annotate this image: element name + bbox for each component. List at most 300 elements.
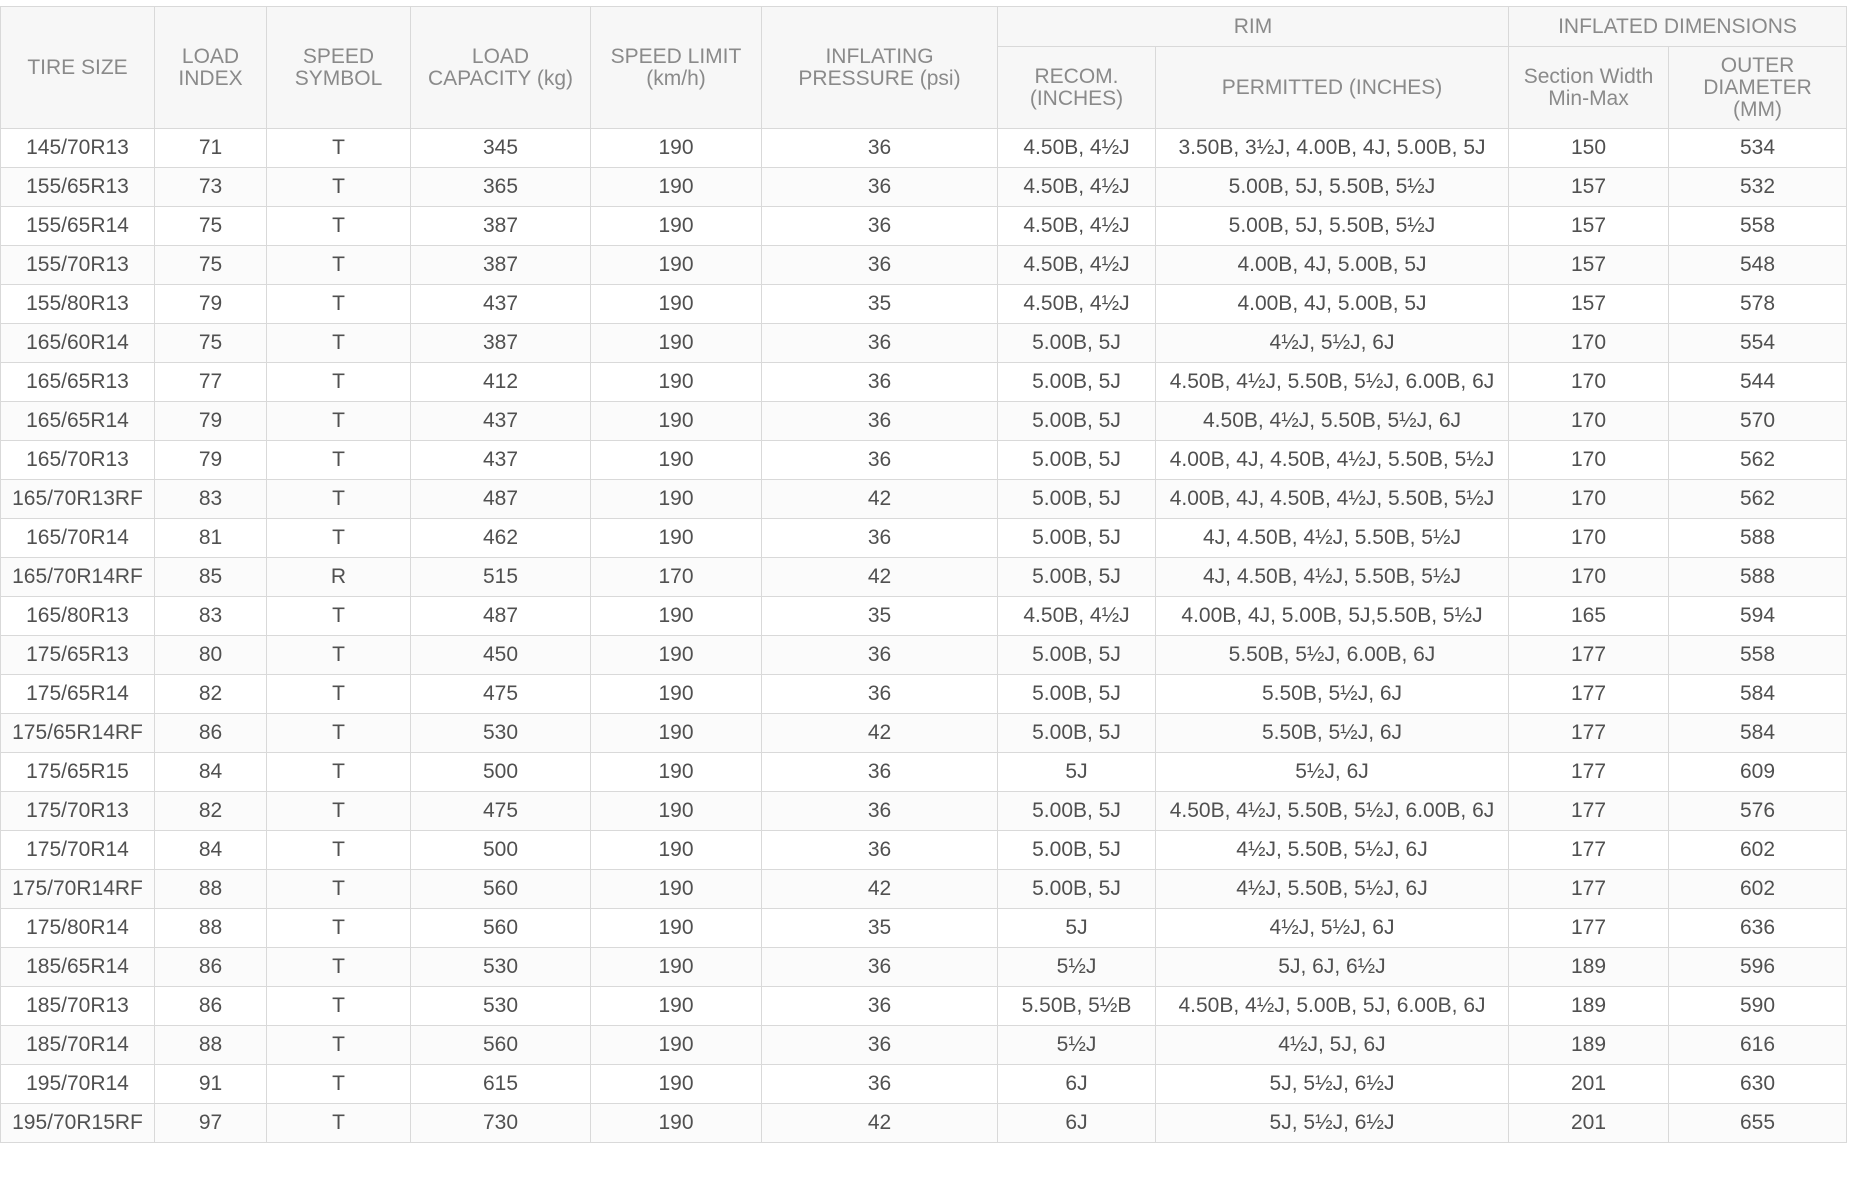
cell-speed-symbol: T (267, 519, 411, 558)
cell-section-width: 201 (1509, 1104, 1669, 1143)
cell-section-width: 177 (1509, 792, 1669, 831)
cell-speed-limit: 190 (591, 753, 762, 792)
cell-tire-size: 165/65R14 (1, 402, 155, 441)
cell-speed-symbol: T (267, 1026, 411, 1065)
table-row (1, 1065, 1847, 1104)
cell-rim-permitted: 4½J, 5½J, 6J (1156, 324, 1509, 363)
cell-tire-size: 175/70R13 (1, 792, 155, 831)
cell-inflating-pressure: 36 (762, 441, 998, 480)
cell-speed-limit: 190 (591, 441, 762, 480)
cell-outer-diameter: 532 (1669, 168, 1847, 207)
cell-speed-symbol: T (267, 675, 411, 714)
cell-section-width: 170 (1509, 324, 1669, 363)
cell-rim-permitted: 5.50B, 5½J, 6.00B, 6J (1156, 636, 1509, 675)
cell-load-index: 86 (155, 948, 267, 987)
cell-section-width: 177 (1509, 714, 1669, 753)
cell-speed-limit: 190 (591, 519, 762, 558)
cell-load-index: 77 (155, 363, 267, 402)
cell-inflating-pressure: 36 (762, 792, 998, 831)
cell-inflating-pressure: 36 (762, 831, 998, 870)
cell-inflating-pressure: 36 (762, 363, 998, 402)
cell-section-width: 157 (1509, 246, 1669, 285)
cell-speed-limit: 190 (591, 831, 762, 870)
header-outer-diameter-label: OUTER DIAMETER (MM) (1703, 53, 1812, 121)
cell-rim-permitted: 3.50B, 3½J, 4.00B, 4J, 5.00B, 5J (1156, 129, 1509, 168)
cell-tire-size: 155/70R13 (1, 246, 155, 285)
header-speed-limit (591, 7, 762, 129)
header-load-capacity (411, 7, 591, 129)
cell-speed-limit: 190 (591, 597, 762, 636)
cell-speed-symbol: T (267, 1104, 411, 1143)
cell-load-index: 75 (155, 246, 267, 285)
cell-load-index: 91 (155, 1065, 267, 1104)
cell-inflating-pressure: 42 (762, 1104, 998, 1143)
cell-section-width: 157 (1509, 285, 1669, 324)
cell-outer-diameter: 558 (1669, 636, 1847, 675)
cell-outer-diameter: 570 (1669, 402, 1847, 441)
header-load-index (155, 7, 267, 129)
header-rim-recom (998, 47, 1156, 129)
cell-outer-diameter: 655 (1669, 1104, 1847, 1143)
table-header (1, 7, 1847, 129)
cell-load-capacity: 500 (411, 831, 591, 870)
cell-load-index: 88 (155, 1026, 267, 1065)
cell-rim-recom: 6J (998, 1104, 1156, 1143)
table-row (1, 480, 1847, 519)
cell-tire-size: 175/65R14RF (1, 714, 155, 753)
cell-rim-recom: 5½J (998, 1026, 1156, 1065)
table-row (1, 402, 1847, 441)
cell-tire-size: 195/70R15RF (1, 1104, 155, 1143)
header-rim-recom-label: RECOM. (INCHES) (1029, 64, 1124, 110)
cell-outer-diameter: 578 (1669, 285, 1847, 324)
cell-speed-symbol: T (267, 441, 411, 480)
cell-load-capacity: 450 (411, 636, 591, 675)
cell-load-index: 75 (155, 207, 267, 246)
cell-inflating-pressure: 36 (762, 1065, 998, 1104)
cell-speed-limit: 190 (591, 792, 762, 831)
cell-tire-size: 165/70R13 (1, 441, 155, 480)
cell-rim-recom: 5.00B, 5J (998, 324, 1156, 363)
cell-section-width: 165 (1509, 597, 1669, 636)
cell-rim-permitted: 4½J, 5½J, 6J (1156, 909, 1509, 948)
cell-load-capacity: 412 (411, 363, 591, 402)
header-inflated-dimensions-label: INFLATED DIMENSIONS (1558, 14, 1797, 38)
cell-speed-symbol: T (267, 324, 411, 363)
cell-speed-limit: 190 (591, 207, 762, 246)
header-tire-size (1, 7, 155, 129)
cell-speed-limit: 190 (591, 246, 762, 285)
cell-speed-symbol: T (267, 246, 411, 285)
cell-load-capacity: 560 (411, 870, 591, 909)
cell-load-capacity: 345 (411, 129, 591, 168)
header-speed-symbol-label: SPEED SYMBOL (294, 44, 383, 90)
cell-inflating-pressure: 36 (762, 246, 998, 285)
cell-rim-permitted: 4J, 4.50B, 4½J, 5.50B, 5½J (1156, 519, 1509, 558)
table-row (1, 207, 1847, 246)
cell-section-width: 170 (1509, 363, 1669, 402)
table-body (1, 129, 1847, 1143)
cell-rim-recom: 5.00B, 5J (998, 831, 1156, 870)
header-load-capacity-label: LOAD CAPACITY (kg) (427, 44, 574, 90)
cell-load-capacity: 500 (411, 753, 591, 792)
cell-tire-size: 155/65R13 (1, 168, 155, 207)
table-row (1, 168, 1847, 207)
cell-rim-recom: 5.00B, 5J (998, 441, 1156, 480)
cell-rim-recom: 5J (998, 909, 1156, 948)
cell-rim-recom: 5.00B, 5J (998, 519, 1156, 558)
cell-tire-size: 175/80R14 (1, 909, 155, 948)
cell-inflating-pressure: 42 (762, 558, 998, 597)
cell-rim-recom: 4.50B, 4½J (998, 129, 1156, 168)
cell-load-index: 86 (155, 714, 267, 753)
cell-rim-recom: 5.00B, 5J (998, 480, 1156, 519)
cell-load-index: 79 (155, 441, 267, 480)
table-row (1, 558, 1847, 597)
table-row (1, 792, 1847, 831)
cell-tire-size: 165/70R14RF (1, 558, 155, 597)
cell-rim-permitted: 4½J, 5.50B, 5½J, 6J (1156, 831, 1509, 870)
cell-section-width: 189 (1509, 1026, 1669, 1065)
cell-rim-recom: 5.00B, 5J (998, 558, 1156, 597)
cell-rim-recom: 4.50B, 4½J (998, 597, 1156, 636)
cell-speed-limit: 190 (591, 675, 762, 714)
cell-rim-permitted: 4.00B, 4J, 4.50B, 4½J, 5.50B, 5½J (1156, 480, 1509, 519)
cell-tire-size: 165/65R13 (1, 363, 155, 402)
header-rim-permitted (1156, 47, 1509, 129)
cell-inflating-pressure: 36 (762, 1026, 998, 1065)
cell-speed-limit: 170 (591, 558, 762, 597)
cell-load-capacity: 615 (411, 1065, 591, 1104)
cell-speed-symbol: T (267, 909, 411, 948)
table-row (1, 831, 1847, 870)
table-row (1, 948, 1847, 987)
cell-tire-size: 145/70R13 (1, 129, 155, 168)
cell-rim-recom: 4.50B, 4½J (998, 168, 1156, 207)
cell-load-index: 71 (155, 129, 267, 168)
cell-section-width: 177 (1509, 909, 1669, 948)
cell-section-width: 177 (1509, 870, 1669, 909)
cell-outer-diameter: 562 (1669, 441, 1847, 480)
cell-speed-symbol: T (267, 792, 411, 831)
header-rim-group (998, 7, 1509, 47)
header-inflating-pressure (762, 7, 998, 129)
header-outer-diameter (1669, 47, 1847, 129)
cell-rim-permitted: 5.50B, 5½J, 6J (1156, 675, 1509, 714)
cell-load-capacity: 387 (411, 207, 591, 246)
cell-speed-limit: 190 (591, 129, 762, 168)
cell-tire-size: 175/65R14 (1, 675, 155, 714)
table-row (1, 1026, 1847, 1065)
cell-rim-recom: 4.50B, 4½J (998, 246, 1156, 285)
cell-speed-symbol: T (267, 402, 411, 441)
cell-rim-recom: 5J (998, 753, 1156, 792)
cell-tire-size: 175/65R15 (1, 753, 155, 792)
cell-inflating-pressure: 35 (762, 285, 998, 324)
cell-outer-diameter: 616 (1669, 1026, 1847, 1065)
cell-inflating-pressure: 36 (762, 168, 998, 207)
cell-rim-recom: 6J (998, 1065, 1156, 1104)
table-row (1, 285, 1847, 324)
cell-outer-diameter: 548 (1669, 246, 1847, 285)
cell-inflating-pressure: 36 (762, 402, 998, 441)
cell-outer-diameter: 630 (1669, 1065, 1847, 1104)
cell-speed-limit: 190 (591, 636, 762, 675)
cell-inflating-pressure: 36 (762, 636, 998, 675)
cell-inflating-pressure: 42 (762, 714, 998, 753)
cell-speed-symbol: T (267, 870, 411, 909)
cell-inflating-pressure: 35 (762, 909, 998, 948)
cell-rim-permitted: 5J, 5½J, 6½J (1156, 1065, 1509, 1104)
cell-inflating-pressure: 42 (762, 870, 998, 909)
cell-outer-diameter: 584 (1669, 714, 1847, 753)
cell-load-index: 88 (155, 870, 267, 909)
cell-load-capacity: 437 (411, 441, 591, 480)
cell-rim-recom: 5.00B, 5J (998, 402, 1156, 441)
header-tire-size-label: TIRE SIZE (27, 55, 128, 79)
cell-inflating-pressure: 36 (762, 207, 998, 246)
table-row (1, 246, 1847, 285)
cell-rim-permitted: 5J, 6J, 6½J (1156, 948, 1509, 987)
cell-outer-diameter: 596 (1669, 948, 1847, 987)
cell-load-index: 97 (155, 1104, 267, 1143)
cell-rim-permitted: 5J, 5½J, 6½J (1156, 1104, 1509, 1143)
cell-load-index: 80 (155, 636, 267, 675)
cell-section-width: 170 (1509, 402, 1669, 441)
cell-load-index: 84 (155, 753, 267, 792)
cell-tire-size: 175/70R14 (1, 831, 155, 870)
cell-outer-diameter: 562 (1669, 480, 1847, 519)
cell-speed-symbol: T (267, 714, 411, 753)
cell-speed-symbol: T (267, 207, 411, 246)
cell-outer-diameter: 636 (1669, 909, 1847, 948)
cell-load-index: 86 (155, 987, 267, 1026)
cell-outer-diameter: 602 (1669, 831, 1847, 870)
cell-rim-permitted: 4.50B, 4½J, 5.00B, 5J, 6.00B, 6J (1156, 987, 1509, 1026)
cell-tire-size: 175/65R13 (1, 636, 155, 675)
table-row (1, 870, 1847, 909)
cell-load-capacity: 462 (411, 519, 591, 558)
cell-tire-size: 185/70R14 (1, 1026, 155, 1065)
cell-speed-symbol: T (267, 987, 411, 1026)
cell-load-index: 88 (155, 909, 267, 948)
cell-rim-permitted: 5.00B, 5J, 5.50B, 5½J (1156, 207, 1509, 246)
cell-speed-limit: 190 (591, 909, 762, 948)
cell-section-width: 170 (1509, 441, 1669, 480)
cell-load-capacity: 530 (411, 714, 591, 753)
cell-section-width: 189 (1509, 987, 1669, 1026)
table-row (1, 636, 1847, 675)
cell-inflating-pressure: 36 (762, 519, 998, 558)
cell-section-width: 170 (1509, 480, 1669, 519)
cell-rim-recom: 5.00B, 5J (998, 792, 1156, 831)
cell-inflating-pressure: 36 (762, 948, 998, 987)
header-load-index-label: LOAD INDEX (178, 44, 243, 90)
cell-tire-size: 195/70R14 (1, 1065, 155, 1104)
cell-inflating-pressure: 36 (762, 129, 998, 168)
cell-speed-limit: 190 (591, 402, 762, 441)
table-row (1, 714, 1847, 753)
cell-speed-limit: 190 (591, 363, 762, 402)
cell-outer-diameter: 602 (1669, 870, 1847, 909)
cell-speed-symbol: T (267, 363, 411, 402)
cell-section-width: 157 (1509, 207, 1669, 246)
table-row (1, 441, 1847, 480)
cell-load-capacity: 487 (411, 597, 591, 636)
cell-outer-diameter: 584 (1669, 675, 1847, 714)
cell-section-width: 170 (1509, 558, 1669, 597)
cell-outer-diameter: 576 (1669, 792, 1847, 831)
cell-load-capacity: 475 (411, 792, 591, 831)
cell-speed-symbol: T (267, 480, 411, 519)
cell-load-capacity: 515 (411, 558, 591, 597)
cell-speed-limit: 190 (591, 324, 762, 363)
cell-speed-limit: 190 (591, 1065, 762, 1104)
cell-inflating-pressure: 36 (762, 675, 998, 714)
cell-load-index: 82 (155, 675, 267, 714)
cell-rim-recom: 4.50B, 4½J (998, 207, 1156, 246)
header-inflated-dimensions-group (1509, 7, 1847, 47)
cell-load-capacity: 475 (411, 675, 591, 714)
cell-outer-diameter: 558 (1669, 207, 1847, 246)
cell-rim-recom: 5.00B, 5J (998, 636, 1156, 675)
cell-rim-recom: 5.00B, 5J (998, 870, 1156, 909)
cell-load-capacity: 560 (411, 1026, 591, 1065)
cell-tire-size: 175/70R14RF (1, 870, 155, 909)
cell-outer-diameter: 594 (1669, 597, 1847, 636)
cell-load-capacity: 487 (411, 480, 591, 519)
cell-inflating-pressure: 36 (762, 987, 998, 1026)
table-row (1, 753, 1847, 792)
cell-speed-limit: 190 (591, 948, 762, 987)
cell-speed-symbol: T (267, 753, 411, 792)
cell-rim-permitted: 5.50B, 5½J, 6J (1156, 714, 1509, 753)
header-inflating-pressure-label: INFLATING PRESSURE (psi) (798, 44, 961, 90)
cell-tire-size: 165/80R13 (1, 597, 155, 636)
cell-rim-permitted: 4½J, 5.50B, 5½J, 6J (1156, 870, 1509, 909)
cell-load-capacity: 387 (411, 324, 591, 363)
cell-speed-limit: 190 (591, 987, 762, 1026)
tire-spec-sheet (0, 6, 1846, 1143)
cell-section-width: 177 (1509, 675, 1669, 714)
cell-section-width: 170 (1509, 519, 1669, 558)
cell-inflating-pressure: 42 (762, 480, 998, 519)
cell-rim-recom: 4.50B, 4½J (998, 285, 1156, 324)
cell-section-width: 157 (1509, 168, 1669, 207)
header-speed-limit-label: SPEED LIMIT (km/h) (610, 44, 742, 90)
cell-speed-symbol: T (267, 285, 411, 324)
header-rim-label: RIM (1233, 14, 1273, 38)
cell-speed-limit: 190 (591, 1026, 762, 1065)
cell-rim-permitted: 4.50B, 4½J, 5.50B, 5½J, 6J (1156, 402, 1509, 441)
cell-load-capacity: 730 (411, 1104, 591, 1143)
cell-speed-limit: 190 (591, 480, 762, 519)
cell-speed-limit: 190 (591, 714, 762, 753)
cell-rim-permitted: 4.50B, 4½J, 5.50B, 5½J, 6.00B, 6J (1156, 363, 1509, 402)
cell-outer-diameter: 544 (1669, 363, 1847, 402)
table-row (1, 519, 1847, 558)
cell-load-capacity: 530 (411, 948, 591, 987)
cell-inflating-pressure: 36 (762, 753, 998, 792)
cell-outer-diameter: 534 (1669, 129, 1847, 168)
cell-speed-limit: 190 (591, 285, 762, 324)
cell-rim-recom: 5.00B, 5J (998, 714, 1156, 753)
cell-rim-permitted: 4.00B, 4J, 5.00B, 5J (1156, 285, 1509, 324)
cell-speed-symbol: T (267, 168, 411, 207)
cell-speed-symbol: T (267, 948, 411, 987)
header-rim-permitted-label: PERMITTED (INCHES) (1221, 75, 1443, 99)
cell-rim-permitted: 4.00B, 4J, 5.00B, 5J,5.50B, 5½J (1156, 597, 1509, 636)
cell-load-capacity: 560 (411, 909, 591, 948)
cell-load-capacity: 437 (411, 402, 591, 441)
cell-speed-symbol: R (267, 558, 411, 597)
cell-section-width: 189 (1509, 948, 1669, 987)
cell-load-index: 79 (155, 285, 267, 324)
header-speed-symbol (267, 7, 411, 129)
cell-rim-permitted: 4J, 4.50B, 4½J, 5.50B, 5½J (1156, 558, 1509, 597)
cell-load-index: 75 (155, 324, 267, 363)
cell-load-capacity: 387 (411, 246, 591, 285)
cell-section-width: 177 (1509, 831, 1669, 870)
cell-rim-permitted: 4.00B, 4J, 4.50B, 4½J, 5.50B, 5½J (1156, 441, 1509, 480)
table-row (1, 363, 1847, 402)
cell-speed-symbol: T (267, 129, 411, 168)
table-row (1, 324, 1847, 363)
cell-speed-symbol: T (267, 1065, 411, 1104)
cell-load-capacity: 365 (411, 168, 591, 207)
cell-load-index: 84 (155, 831, 267, 870)
cell-outer-diameter: 588 (1669, 558, 1847, 597)
cell-load-index: 83 (155, 597, 267, 636)
cell-inflating-pressure: 36 (762, 324, 998, 363)
cell-load-index: 73 (155, 168, 267, 207)
cell-load-index: 81 (155, 519, 267, 558)
cell-load-index: 85 (155, 558, 267, 597)
cell-rim-recom: 5½J (998, 948, 1156, 987)
cell-load-capacity: 437 (411, 285, 591, 324)
cell-rim-recom: 5.00B, 5J (998, 363, 1156, 402)
cell-outer-diameter: 588 (1669, 519, 1847, 558)
cell-tire-size: 165/70R14 (1, 519, 155, 558)
cell-section-width: 177 (1509, 636, 1669, 675)
table-row (1, 675, 1847, 714)
cell-rim-recom: 5.00B, 5J (998, 675, 1156, 714)
table-row (1, 1104, 1847, 1143)
tire-spec-table (0, 6, 1847, 1143)
header-section-width-label: Section Width Min-Max (1523, 64, 1654, 110)
cell-section-width: 177 (1509, 753, 1669, 792)
table-row (1, 909, 1847, 948)
cell-rim-permitted: 4.00B, 4J, 5.00B, 5J (1156, 246, 1509, 285)
cell-rim-permitted: 5½J, 6J (1156, 753, 1509, 792)
cell-speed-symbol: T (267, 597, 411, 636)
cell-speed-symbol: T (267, 831, 411, 870)
cell-tire-size: 165/60R14 (1, 324, 155, 363)
cell-load-index: 82 (155, 792, 267, 831)
cell-speed-symbol: T (267, 636, 411, 675)
cell-tire-size: 185/70R13 (1, 987, 155, 1026)
cell-tire-size: 155/65R14 (1, 207, 155, 246)
table-row (1, 987, 1847, 1026)
table-row (1, 597, 1847, 636)
cell-rim-permitted: 4.50B, 4½J, 5.50B, 5½J, 6.00B, 6J (1156, 792, 1509, 831)
cell-outer-diameter: 554 (1669, 324, 1847, 363)
cell-rim-permitted: 4½J, 5J, 6J (1156, 1026, 1509, 1065)
cell-tire-size: 155/80R13 (1, 285, 155, 324)
cell-load-index: 83 (155, 480, 267, 519)
cell-inflating-pressure: 35 (762, 597, 998, 636)
cell-section-width: 150 (1509, 129, 1669, 168)
